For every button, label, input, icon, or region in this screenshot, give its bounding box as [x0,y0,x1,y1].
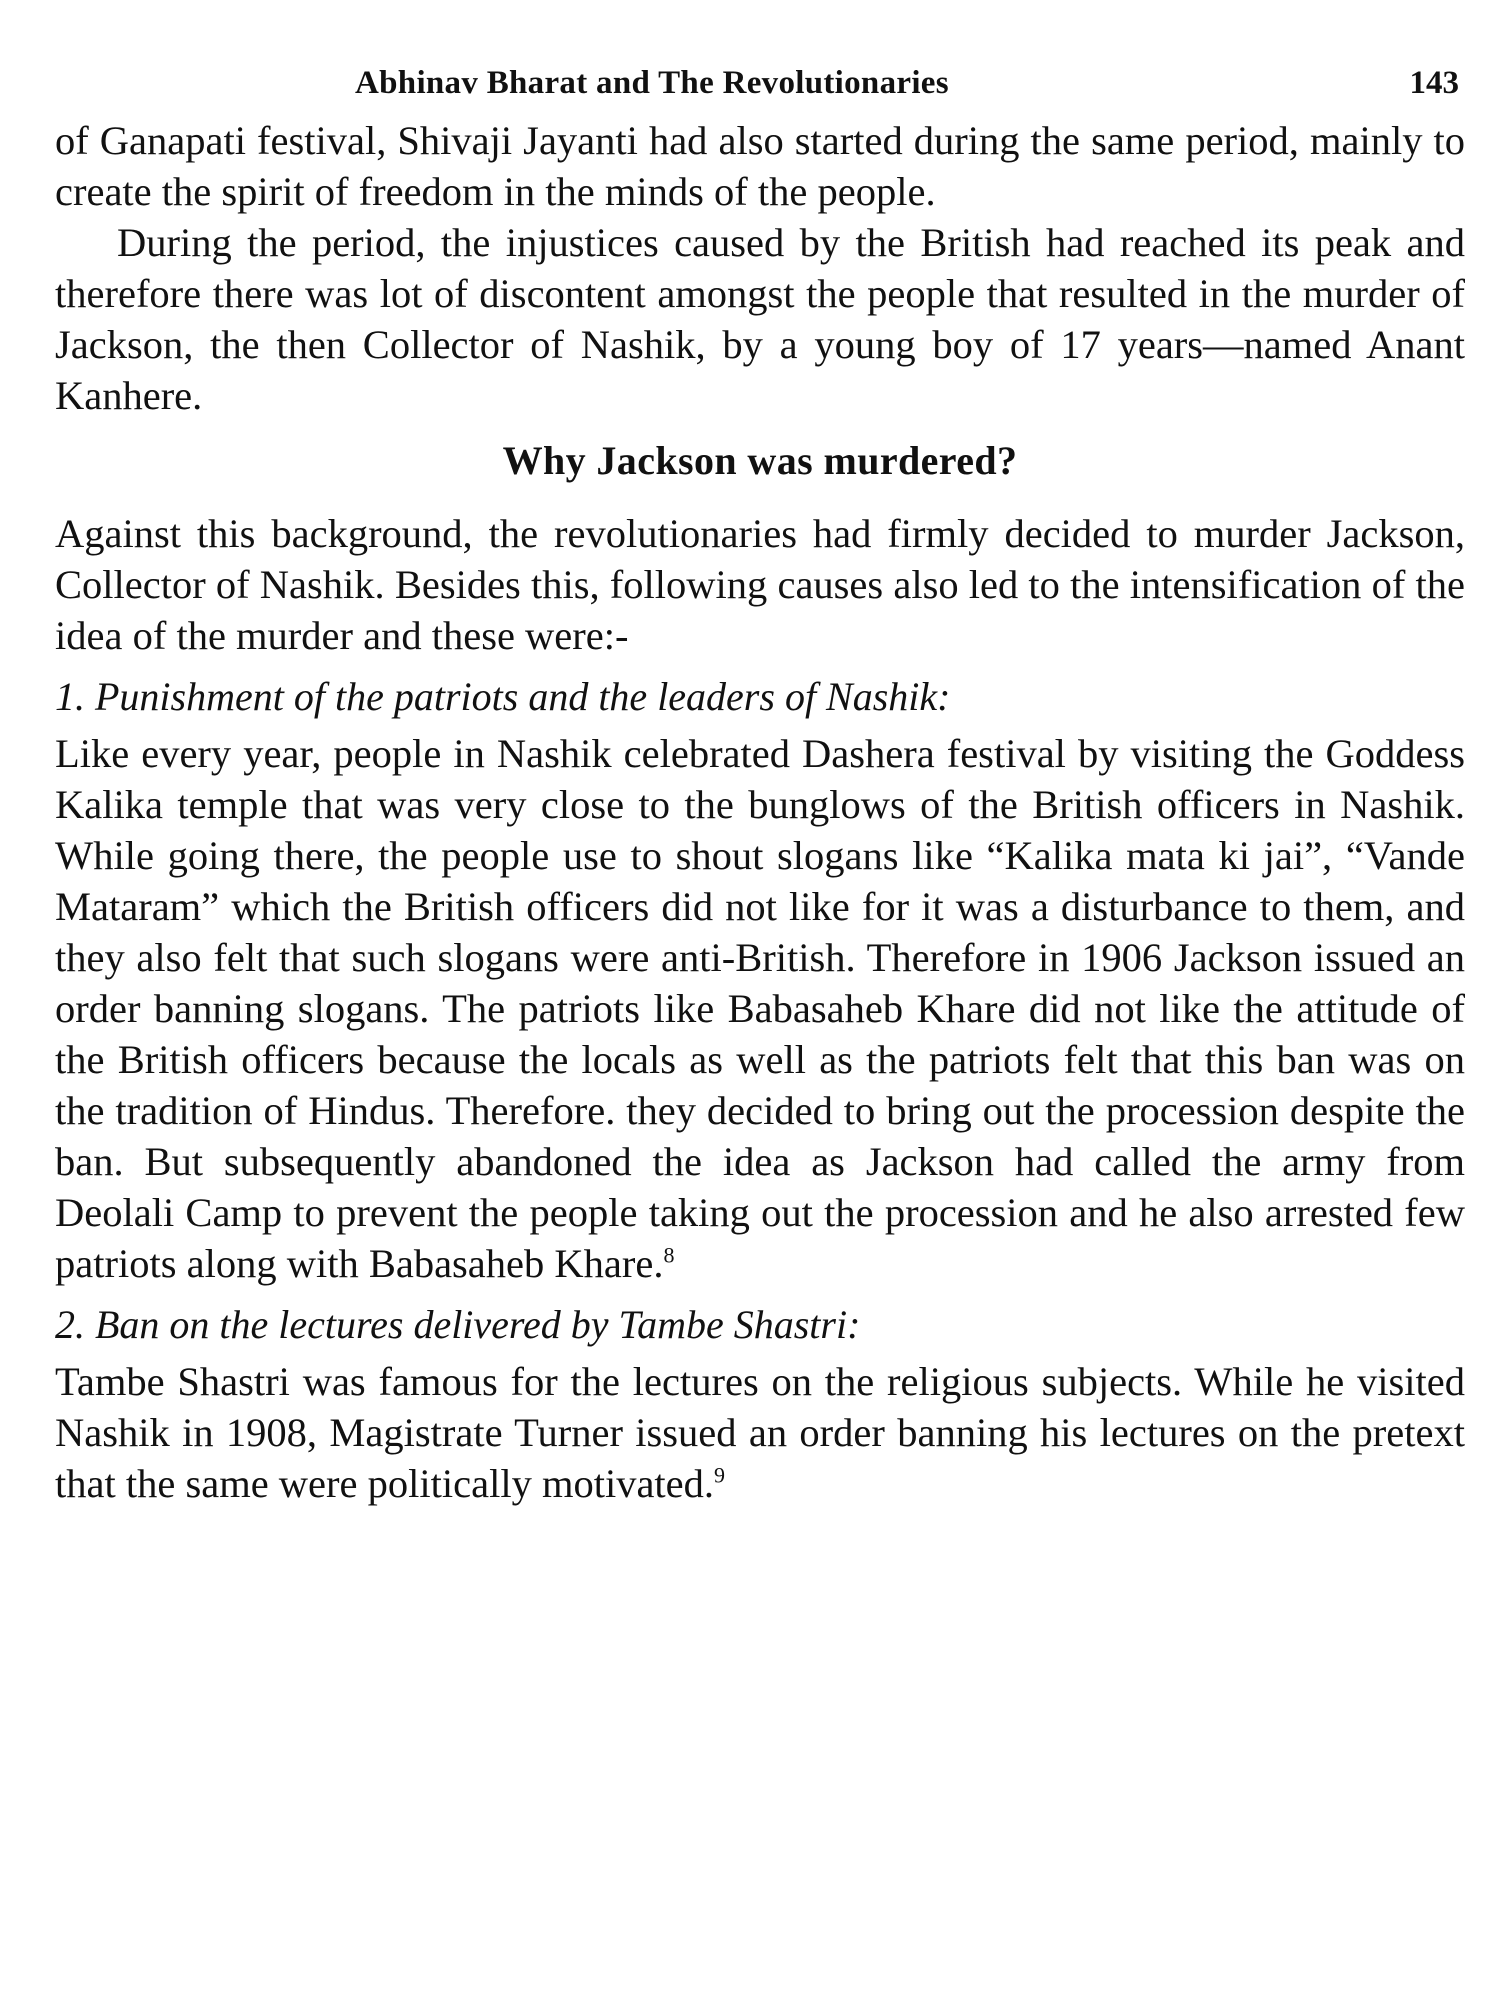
body-text [55,115,1465,1509]
section-heading: Why Jackson was murdered? [502,438,1018,483]
running-header [55,55,1465,115]
paragraph-dashera [55,728,1465,1289]
book-page [55,55,1465,1975]
footnote-marker-9: 9 [714,1462,726,1488]
paragraph-injustices: During the period, the injustices caused by the British had reached its peak and therefore there was lot of discontent amongst the people that resulted in the murder of Jackson, the then Collector of Nashik, by a young boy of 17 years—named Anant Kanhere. [55,220,1465,418]
paragraph-dashera-text: Like every year, people in Nashik celebrated Dashera festival by visiting the Goddess Kalika temple that was very close to the bunglows of the British officers in Nashik. While going there, the people use to shout slogans like “Kalika mata ki jai”, “Vande Mataram” which the British officers did not like for it was a disturbance to them, and they also felt that such slogans were anti-British. Therefore in 1906 Jackson issued an order banning slogans. The patriots like Babasaheb Khare did not like the attitude of the British officers because the locals as well as the patriots felt that this ban was on the tradition of Hindus. Therefore. they decided to bring out the procession despite the ban. But subsequently abandoned the idea as Jackson had called the army from Deolali Camp to prevent the people taking out the procession and he also arrested few patriots along with Babasaheb Khare. [55,731,1465,1286]
paragraph-tambe-shastri-text: Tambe Shastri was famous for the lectures on the religious subjects. While he visited Nashik in 1908, Magistrate Turner issued an order banning his lectures on the pretext that the same were politically motivated. [55,1359,1465,1506]
paragraph-tambe-shastri [55,1356,1465,1509]
paragraph-continuation: of Ganapati festival, Shivaji Jayanti had also started during the same period, mainly to create the spirit of freedom in the minds of the people. [55,118,1465,214]
page-number: 143 [1409,65,1459,101]
subheading-punishment: 1. Punishment of the patriots and the leaders of Nashik: [55,674,951,719]
paragraph-background: Against this background, the revolutionaries had firmly decided to murder Jackson, Collector of Nashik. Besides this, following causes also led to the intensification of the idea of the murder and these were:- [55,511,1465,658]
subheading-lectures-ban: 2. Ban on the lectures delivered by Tambe Shastri: [55,1302,861,1347]
running-title: Abhinav Bharat and The Revolutionaries [355,65,949,101]
footnote-marker-8: 8 [663,1242,675,1268]
